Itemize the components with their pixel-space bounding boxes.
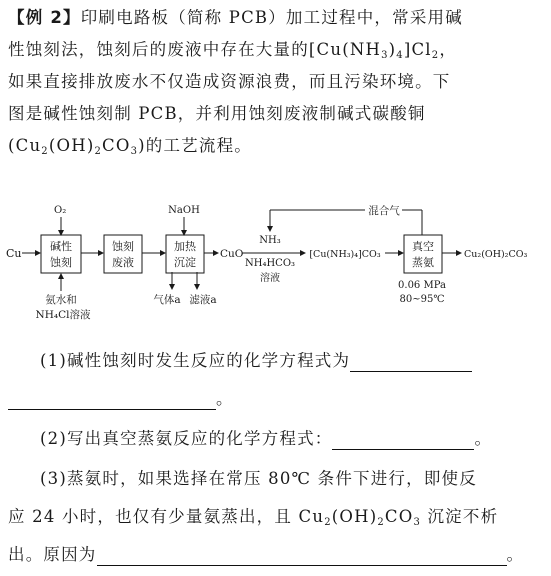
etch-box-line1: 碱性 bbox=[50, 240, 72, 253]
pressure-label: 0.06 MPa bbox=[398, 280, 446, 291]
reagent-nh4hco3: NH₄HCO₃ bbox=[244, 258, 296, 269]
cuo-label: CuO bbox=[220, 248, 244, 260]
question-3-line1: (3)蒸氨时，如果选择在常压 80℃ 条件下进行，即使反 bbox=[40, 469, 477, 488]
line-2: 性蚀刻法，蚀刻后的废液中存在大量的$[Cu(NH_3)_4]Cl_2$， bbox=[8, 40, 458, 61]
waste-box-line1: 蚀刻 bbox=[112, 240, 134, 253]
line-3: 如果直接排放废水不仅造成资源浪费，而且污染环境。下 bbox=[8, 72, 451, 91]
reagent-nh3: NH₃ bbox=[259, 235, 281, 246]
line-4: 图是碱性蚀刻制 PCB，并利用蚀刻废液制碱式碳酸铜 bbox=[8, 104, 426, 123]
o2-label: O₂ bbox=[54, 205, 67, 216]
ammonia-label-2: NH₄Cl溶液 bbox=[35, 309, 91, 321]
waste-box-line2: 废液 bbox=[112, 256, 134, 269]
answer-blank-1b[interactable] bbox=[8, 391, 216, 410]
filtrate-a-label: 滤液a bbox=[189, 294, 217, 306]
cu-label: Cu bbox=[6, 247, 22, 260]
temperature-label: 80~95℃ bbox=[399, 294, 445, 305]
process-flow-diagram bbox=[0, 195, 551, 335]
product-label: Cu₂(OH)₂CO₃ bbox=[464, 249, 528, 260]
answer-blank-2[interactable] bbox=[332, 431, 474, 450]
example-label: 【例 2】 bbox=[8, 8, 81, 27]
question-3-line2: 应 24 小时，也仅有少量氨蒸出，且 $Cu_2(OH)_2CO_3$ 沉淀不析 bbox=[8, 507, 499, 528]
naoh-label: NaOH bbox=[168, 205, 200, 216]
question-2: (2)写出真空蒸氨反应的化学方程式： 。 bbox=[40, 429, 493, 448]
answer-blank-1a[interactable] bbox=[350, 353, 472, 372]
example-paragraph bbox=[8, 2, 543, 162]
reagent-solution: 溶液 bbox=[260, 273, 280, 284]
heat-box-line2: 沉淀 bbox=[174, 256, 196, 269]
question-3-line3: 出。原因为 。 bbox=[8, 545, 525, 564]
question-1: (1)碱性蚀刻时发生反应的化学方程式为 bbox=[8, 350, 548, 372]
ammonia-label-1: 氨水和 bbox=[45, 294, 77, 306]
answer-blank-3[interactable] bbox=[97, 547, 507, 566]
heat-box-line1: 加热 bbox=[174, 240, 196, 253]
mixed-gas-label: 混合气 bbox=[368, 205, 400, 217]
line-5: $(Cu_2(OH)_2CO_3)$的工艺流程。 bbox=[8, 136, 252, 157]
line-1: 【例 2】印刷电路板（简称 PCB）加工过程中，常采用碱 bbox=[8, 8, 463, 27]
gas-a-label: 气体a bbox=[153, 294, 181, 306]
question-1-cont: 。 bbox=[8, 388, 548, 410]
vacuum-box-line2: 蒸氨 bbox=[412, 256, 434, 269]
complex-label: [Cu(NH₃)₄]CO₃ bbox=[309, 249, 381, 260]
etch-box-line2: 蚀刻 bbox=[50, 256, 72, 269]
vacuum-box-line1: 真空 bbox=[412, 240, 434, 253]
